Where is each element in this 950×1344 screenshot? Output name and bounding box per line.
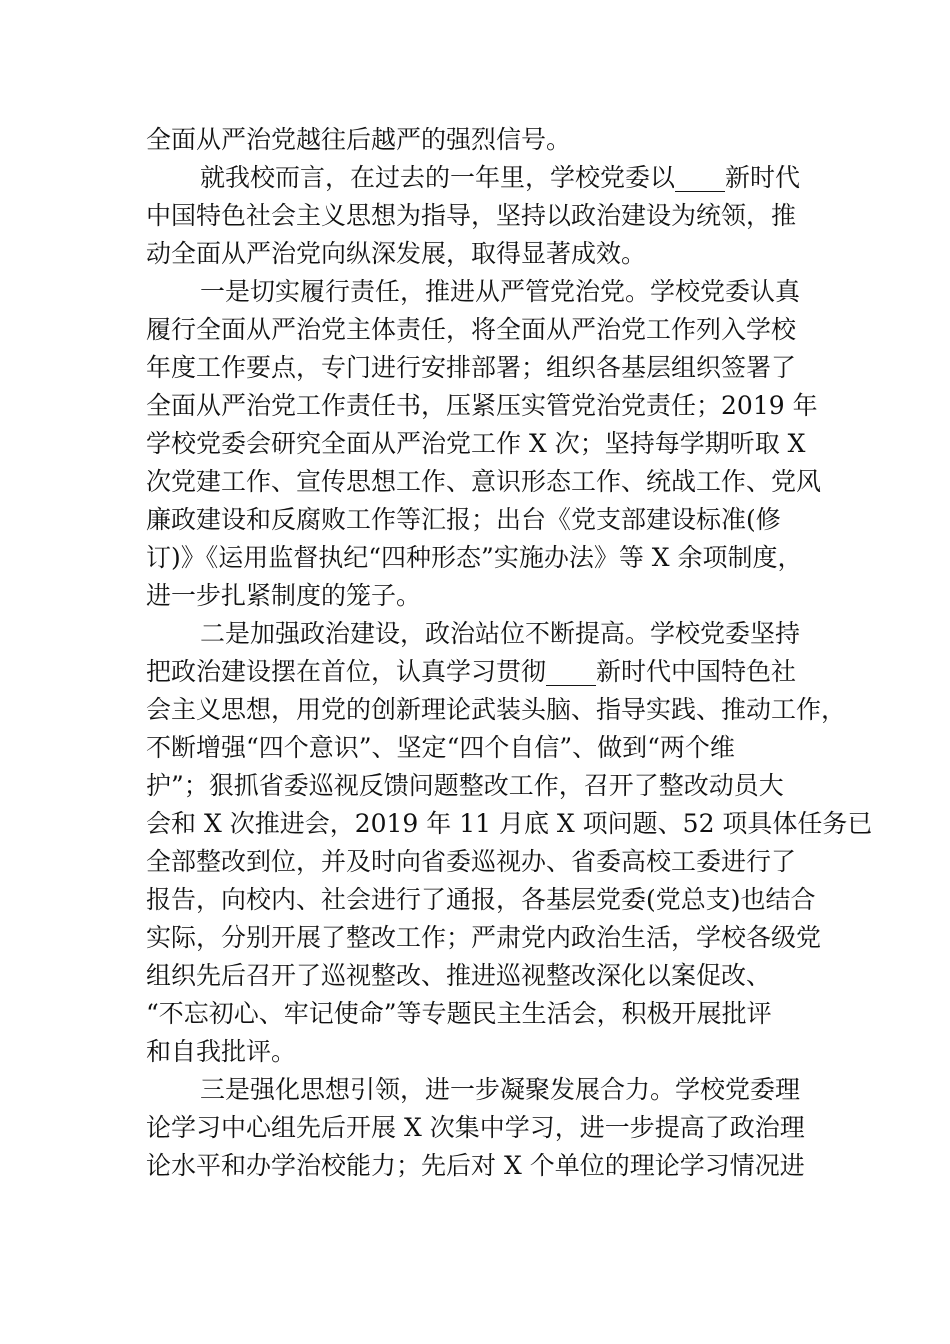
body-text-line: 不断增强“四个意识”、坚定“四个自信”、做到“两个维: [146, 733, 735, 762]
body-text-line: 进一步扎紧制度的笼子。: [146, 581, 422, 610]
body-text-line: 论学习中心组先后开展 X 次集中学习，进一步提高了政治理: [146, 1113, 805, 1142]
body-text-line: 廉政建设和反腐败工作等汇报；出台《党支部建设标准(修: [146, 505, 781, 534]
body-text-line: 会和 X 次推进会，2019 年 11 月底 X 项问题、52 项具体任务已: [146, 809, 873, 838]
paragraph-first-line: 二是加强政治建设，政治站位不断提高。学校党委坚持: [200, 619, 801, 648]
body-text-line: 论水平和办学治校能力；先后对 X 个单位的理论学习情况进: [146, 1151, 805, 1180]
body-text-line: 学校党委会研究全面从严治党工作 X 次；坚持每学期听取 X: [146, 429, 806, 458]
body-text-line: 护”；狠抓省委巡视反馈问题整改工作，召开了整改动员大: [146, 771, 784, 800]
body-text-line: 和自我批评。: [146, 1037, 297, 1066]
body-text-line: 动全面从严治党向纵深发展，取得显著成效。: [146, 239, 647, 268]
paragraph-first-line: 就我校而言，在过去的一年里，学校党委以____新时代: [200, 163, 801, 192]
body-text-line: “不忘初心、牢记使命”等专题民主生活会，积极开展批评: [146, 999, 772, 1028]
body-text-line: 次党建工作、宣传思想工作、意识形态工作、统战工作、党风: [146, 467, 822, 496]
body-text-line: 订)》《运用监督执纪“四种形态”实施办法》等 X 余项制度，: [146, 543, 803, 572]
body-text-line: 实际，分别开展了整改工作；严肃党内政治生活，学校各级党: [146, 923, 822, 952]
body-text-line: 会主义思想，用党的创新理论武装头脑、指导实践、推动工作，: [146, 695, 847, 724]
body-text-line: 全部整改到位，并及时向省委巡视办、省委高校工委进行了: [146, 847, 797, 876]
paragraph-first-line: 三是强化思想引领，进一步凝聚发展合力。学校党委理: [200, 1075, 801, 1104]
body-text-line: 履行全面从严治党主体责任，将全面从严治党工作列入学校: [146, 315, 797, 344]
body-text-line: 全面从严治党工作责任书，压紧压实管党治党责任；2019 年: [146, 391, 818, 420]
body-text-line: 中国特色社会主义思想为指导，坚持以政治建设为统领，推: [146, 201, 797, 230]
body-text-line: 把政治建设摆在首位，认真学习贯彻____新时代中国特色社: [146, 657, 797, 686]
body-text-line: 全面从严治党越往后越严的强烈信号。: [146, 125, 572, 154]
body-text-line: 报告，向校内、社会进行了通报，各基层党委(党总支)也结合: [146, 885, 816, 914]
body-text-line: 年度工作要点，专门进行安排部署；组织各基层组织签署了: [146, 353, 797, 382]
paragraph-first-line: 一是切实履行责任，推进从严管党治党。学校党委认真: [200, 277, 801, 306]
body-text-line: 组织先后召开了巡视整改、推进巡视整改深化以案促改、: [146, 961, 772, 990]
